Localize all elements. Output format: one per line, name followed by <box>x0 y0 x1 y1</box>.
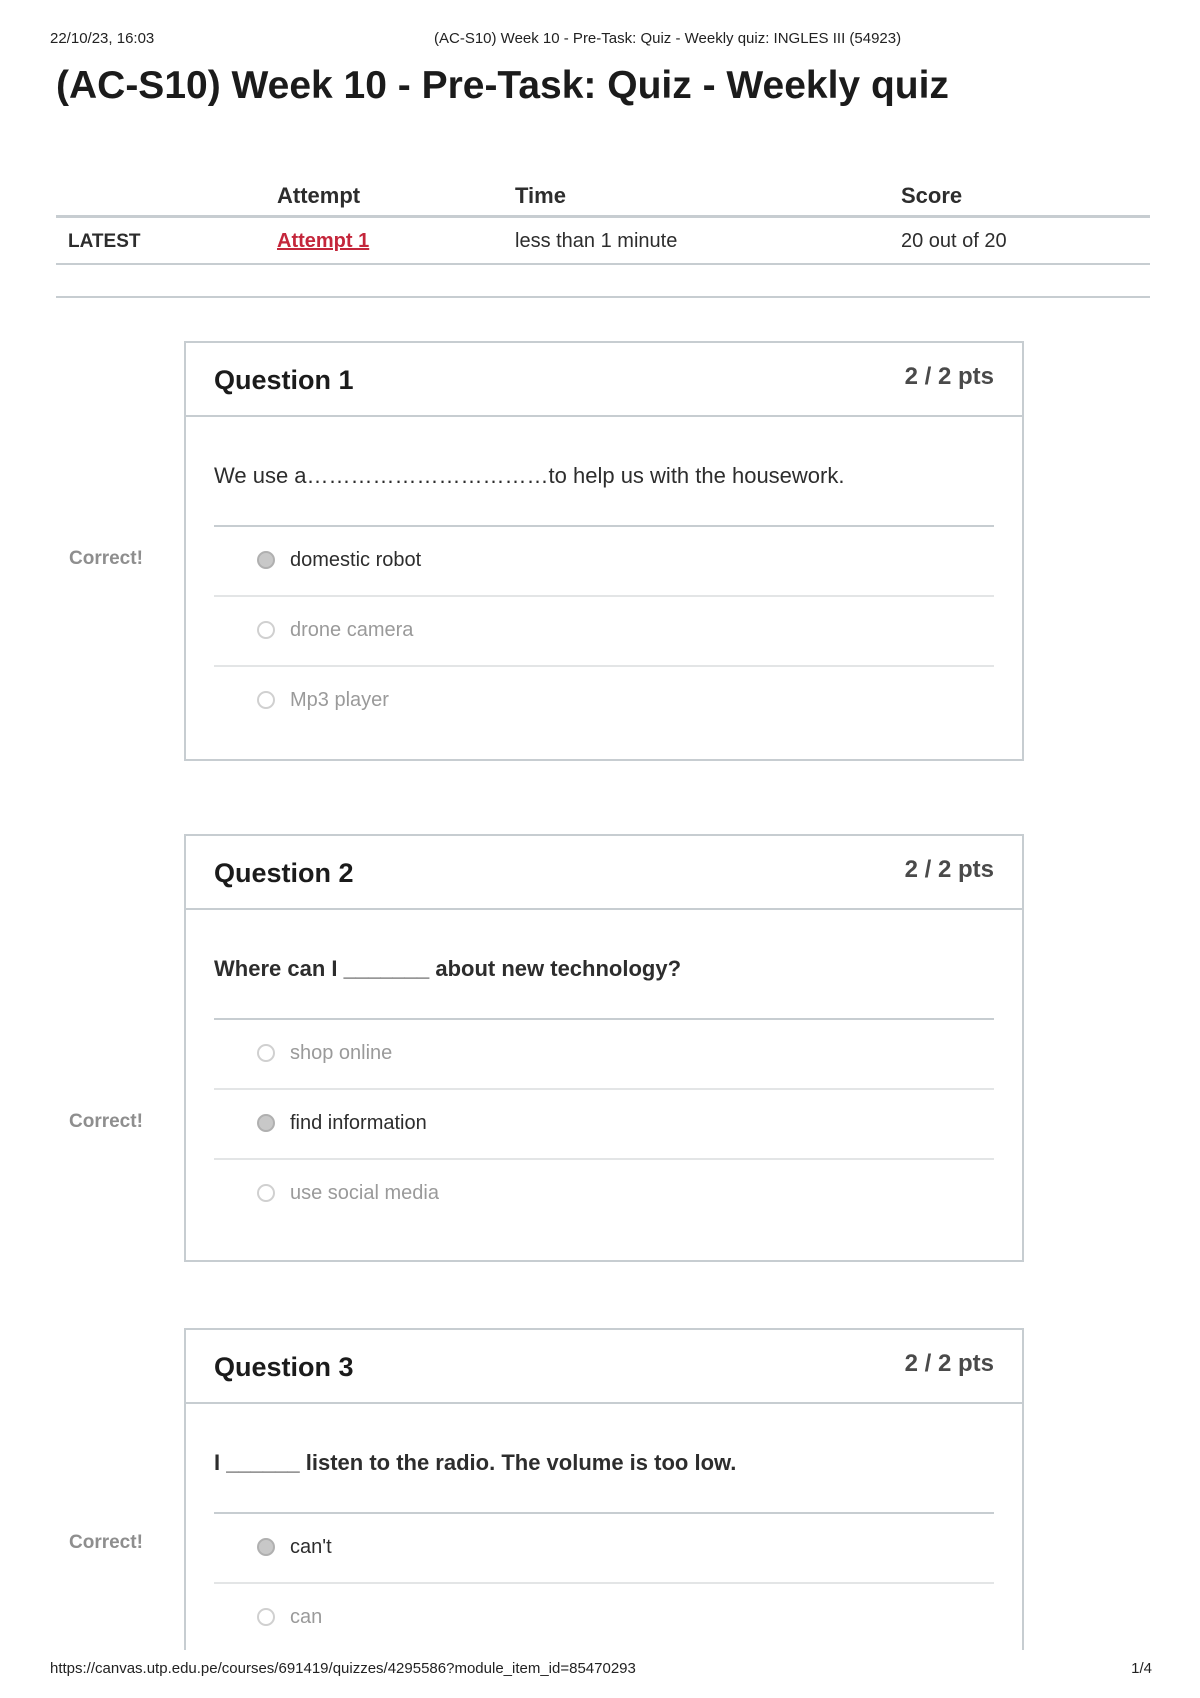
correct-flag-q1: Correct! <box>69 548 143 569</box>
attempt-cell <box>265 217 503 265</box>
attempts-header-row <box>56 175 1150 217</box>
answer-option <box>214 1514 994 1584</box>
question-card-1 <box>184 341 1024 761</box>
question-points: 2 / 2 pts <box>904 856 994 883</box>
radio-empty-icon <box>257 691 275 709</box>
radio-empty-icon <box>257 1184 275 1202</box>
answer-label: domestic robot <box>290 549 422 571</box>
radio-selected-icon <box>257 1114 275 1132</box>
question-card-2 <box>184 834 1024 1262</box>
answer-label: find information <box>290 1112 427 1134</box>
page-title: (AC-S10) Week 10 - Pre-Task: Quiz - Weekly quiz <box>56 64 949 107</box>
answer-option <box>214 1584 994 1650</box>
attempts-header-empty <box>56 175 265 217</box>
attempts-table <box>56 175 1150 265</box>
radio-empty-icon <box>257 1608 275 1626</box>
section-divider <box>56 296 1150 298</box>
attempts-header-time: Time <box>515 183 566 208</box>
attempts-header-attempt: Attempt <box>277 183 361 208</box>
attempt-score: 20 out of 20 <box>901 230 1007 252</box>
question-header <box>186 1330 1022 1404</box>
print-document-title: (AC-S10) Week 10 - Pre-Task: Quiz - Weekly quiz: INGLES III (54923) <box>434 30 902 47</box>
question-header <box>186 343 1022 417</box>
question-text: We use a……………………………to help us with the housework. <box>214 417 994 527</box>
radio-empty-icon <box>257 1044 275 1062</box>
attempt-row-label: LATEST <box>68 230 141 252</box>
question-points: 2 / 2 pts <box>904 363 994 390</box>
attempt-time: less than 1 minute <box>515 230 678 252</box>
radio-selected-icon <box>257 1538 275 1556</box>
question-text: Where can I _______ about new technology? <box>214 910 994 1020</box>
correct-flag-q3: Correct! <box>69 1532 143 1553</box>
answer-option <box>214 1160 994 1260</box>
footer-url: https://canvas.utp.edu.pe/courses/691419/quizzes/4295586?module_item_id=85470293 <box>50 1660 636 1677</box>
question-card-3 <box>184 1328 1024 1650</box>
answer-label: can <box>290 1606 323 1628</box>
radio-selected-icon <box>257 551 275 569</box>
answer-label: shop online <box>290 1042 393 1064</box>
answer-option <box>214 1020 994 1090</box>
attempts-header-score: Score <box>901 183 963 208</box>
answer-label: can't <box>290 1536 332 1558</box>
attempts-row-latest <box>56 217 1150 265</box>
answer-option <box>214 597 994 667</box>
answer-label: use social media <box>290 1182 439 1204</box>
question-title: Question 2 <box>214 858 354 888</box>
question-title: Question 1 <box>214 365 354 395</box>
question-header <box>186 836 1022 910</box>
print-datetime: 22/10/23, 16:03 <box>50 30 155 47</box>
answer-option <box>214 667 994 759</box>
answer-label: Mp3 player <box>290 689 389 711</box>
radio-empty-icon <box>257 621 275 639</box>
correct-flag-q2: Correct! <box>69 1111 143 1132</box>
question-points: 2 / 2 pts <box>904 1350 994 1377</box>
answer-option <box>214 527 994 597</box>
attempt-1-link[interactable]: Attempt 1 <box>277 230 370 252</box>
answer-option <box>214 1090 994 1160</box>
footer-page-number: 1/4 <box>1131 1660 1152 1677</box>
question-text: I ______ listen to the radio. The volume is too low. <box>214 1404 994 1514</box>
answer-label: drone camera <box>290 619 414 641</box>
question-title: Question 3 <box>214 1352 354 1382</box>
